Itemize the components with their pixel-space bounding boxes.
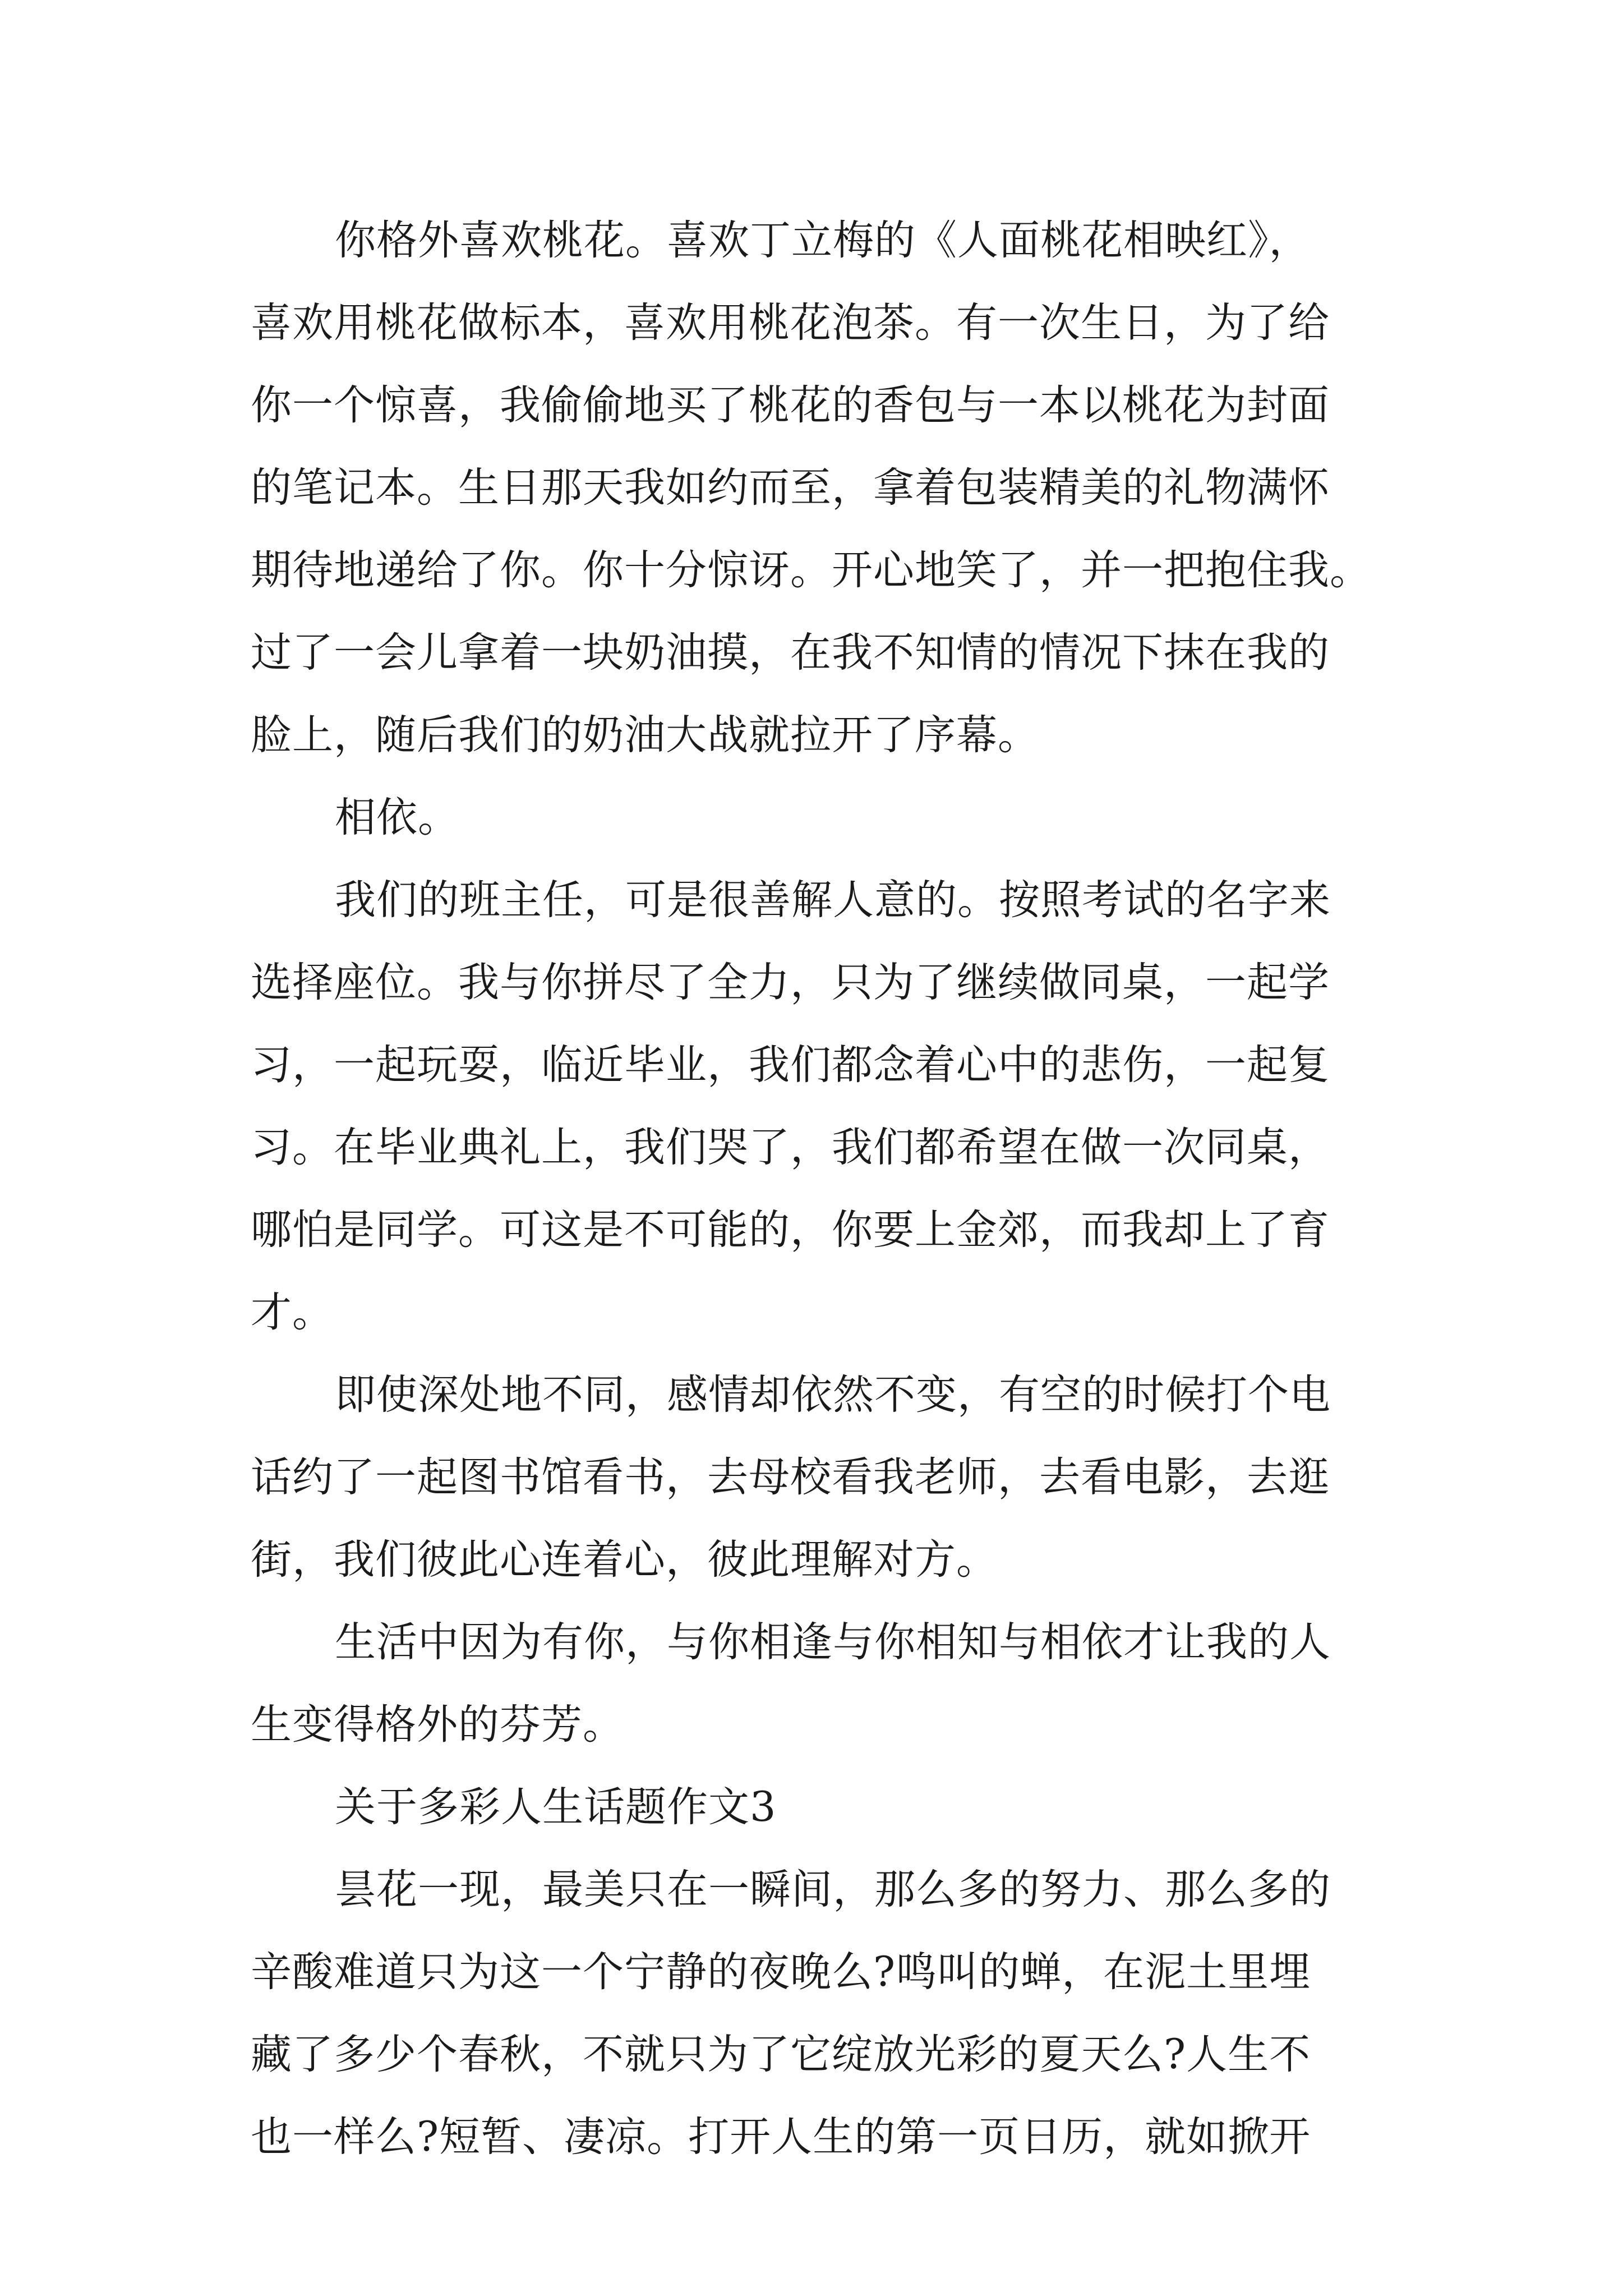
text-line: 话约了一起图书馆看书，去母校看我老师，去看电影，去逛	[251, 1453, 1330, 1501]
text-line: 期待地递给了你。你十分惊讶。开心地笑了，并一把抱住我。	[251, 546, 1371, 594]
body-text	[251, 199, 1378, 2178]
text-line: 你一个惊喜，我偷偷地买了桃花的香包与一本以桃花为封面	[251, 381, 1330, 429]
text-line: 过了一会儿拿着一块奶油摸，在我不知情的情况下抹在我的	[251, 629, 1330, 677]
text-line: 辛酸难道只为这一个宁静的夜晚么?鸣叫的蝉，在泥土里埋	[251, 1948, 1311, 1996]
text-line: 脸上，随后我们的奶油大战就拉开了序幕。	[251, 711, 1039, 759]
text-line: 我们的班主任，可是很善解人意的。按照考试的名字来	[335, 876, 1331, 924]
text-line: 你格外喜欢桃花。喜欢丁立梅的《人面桃花相映红》，	[335, 217, 1311, 264]
text-line: 选择座位。我与你拼尽了全力，只为了继续做同桌，一起学	[251, 959, 1330, 1006]
text-line: 的笔记本。生日那天我如约而至，拿着包装精美的礼物满怀	[251, 464, 1330, 512]
text-line: 哪怕是同学。可这是不可能的，你要上金郊，而我却上了育	[251, 1206, 1330, 1254]
text-line: 生活中因为有你，与你相逢与你相知与相依才让我的人	[335, 1618, 1331, 1666]
text-line: 喜欢用桃花做标本，喜欢用桃花泡茶。有一次生日，为了给	[251, 299, 1330, 347]
text-line: 街，我们彼此心连着心，彼此理解对方。	[251, 1536, 998, 1584]
text-line: 习，一起玩耍，临近毕业，我们都念着心中的悲伤，一起复	[251, 1041, 1330, 1089]
text-line: 昙花一现，最美只在一瞬间，那么多的努力、那么多的	[335, 1866, 1331, 1913]
text-line: 习。在毕业典礼上，我们哭了，我们都希望在做一次同桌，	[251, 1124, 1330, 1171]
text-line: 相依。	[335, 794, 459, 841]
text-line: 才。	[251, 1289, 334, 1336]
text-line: 即使深处地不同，感情却依然不变，有空的时候打个电	[335, 1371, 1331, 1419]
text-line: 生变得格外的芬芳。	[251, 1701, 624, 1749]
text-line: 也一样么?短暂、凄凉。打开人生的第一页日历，就如掀开	[251, 2113, 1311, 2161]
text-line: 藏了多少个春秋，不就只为了它绽放光彩的夏天么?人生不	[251, 2031, 1311, 2078]
text-line: 关于多彩人生话题作文3	[335, 1783, 777, 1831]
